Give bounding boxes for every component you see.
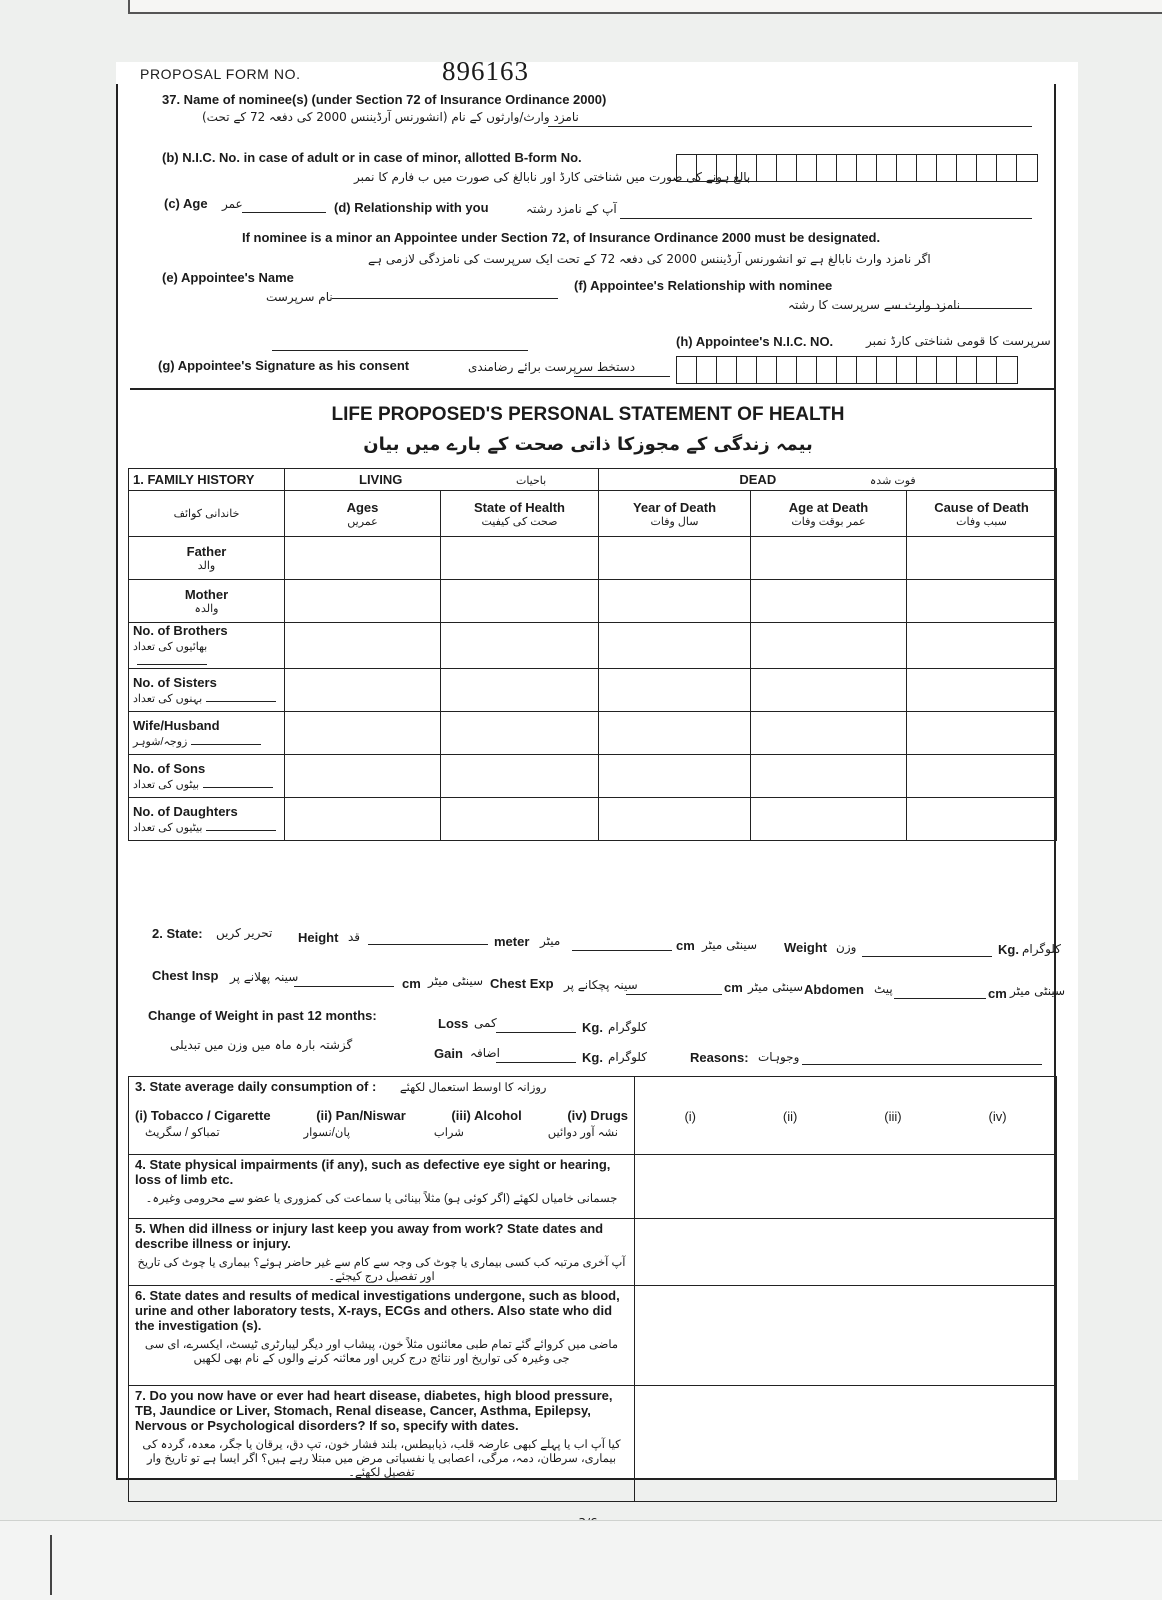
brothers-year-cell[interactable] bbox=[599, 623, 751, 669]
father-ages-cell[interactable] bbox=[285, 537, 441, 580]
row-label-spouse: Wife/Husband زوجہ/شوہر bbox=[129, 712, 285, 755]
cm-label-3: cm bbox=[724, 980, 743, 995]
appointee-signature-label-ur: دستخط سرپرست برائے رضامندی bbox=[468, 360, 636, 374]
family-history-table bbox=[128, 468, 1057, 841]
mother-cause-cell[interactable] bbox=[907, 580, 1057, 623]
cm-label-1: cm bbox=[676, 938, 695, 953]
loss-label: Loss bbox=[438, 1016, 469, 1031]
kg-label-3: Kg. bbox=[582, 1050, 603, 1065]
q5-answer-cell[interactable] bbox=[635, 1219, 1057, 1286]
q3-ans-i: (i) bbox=[684, 1109, 696, 1124]
living-header: LIVING باحیات bbox=[285, 469, 599, 491]
weight-label: Weight bbox=[784, 940, 828, 955]
appointee-nic-label: (h) Appointee's N.I.C. NO. bbox=[676, 334, 834, 349]
nominee-name-field[interactable] bbox=[548, 126, 1032, 127]
appointee-nic-label-ur: سرپرست کا قومی شناختی کارڈ نمبر bbox=[866, 334, 1051, 348]
minor-note-ur: اگر نامزد وارث نابالغ ہے تو انشورنس آرڈیننس 2000 کی دفعہ 72 کے تحت ایک سرپرست کی نامزدگی لازمی ہے bbox=[368, 252, 931, 266]
q3-item-alcohol: (iii) Alcohol bbox=[451, 1108, 522, 1123]
col-age-at-death: Age at Death عمر بوقت وفات bbox=[751, 491, 907, 537]
nominee-age-field[interactable] bbox=[242, 212, 326, 213]
height-meter-field[interactable] bbox=[368, 944, 488, 945]
cm-label-ur-2: سینٹی میٹر bbox=[428, 974, 484, 988]
abdomen-label: Abdomen bbox=[804, 982, 864, 997]
brothers-age-death-cell[interactable] bbox=[751, 623, 907, 669]
q3-item-pan: (ii) Pan/Niswar bbox=[316, 1108, 406, 1123]
kg-label-ur-2: کلوگرام bbox=[608, 1020, 647, 1034]
nominee-relationship-field[interactable] bbox=[620, 218, 1032, 219]
q3-ans-iii: (iii) bbox=[884, 1109, 902, 1124]
family-section-label: 1. FAMILY HISTORY bbox=[129, 469, 285, 491]
col-year-of-death: Year of Death سال وفات bbox=[599, 491, 751, 537]
col-cause-of-death: Cause of Death سبب وفات bbox=[907, 491, 1057, 537]
chest-insp-field[interactable] bbox=[294, 986, 394, 987]
abdomen-field[interactable] bbox=[894, 998, 986, 999]
proposal-form-number: 896163 bbox=[442, 56, 529, 86]
sons-age-death-cell[interactable] bbox=[751, 755, 907, 798]
q6-cell: 6. State dates and results of medical investigations undergone, such as blood, urine and other laboratory tests, X-rays, ECGs and others. Also state who did the investigation (s). ماضی میں کروائے گئے تمام طبی معائنوں مثلاً خون، پیشاب اور دیگر لیبارٹری ٹیسٹ، ایکسرے، ای سی جی وغیرہ کی تواریخ اور نتائج درج کریں اور معائنہ کرنے والوں کے نام بھی لکھیں bbox=[129, 1286, 635, 1386]
health-questions-table bbox=[128, 1076, 1057, 1502]
sons-year-cell[interactable] bbox=[599, 755, 751, 798]
age-label-ur: عمر bbox=[222, 197, 243, 211]
row-label-daughters: No. of Daughters بیٹیوں کی تعداد bbox=[129, 798, 285, 841]
kg-label-ur-3: کلوگرام bbox=[608, 1050, 647, 1064]
cm-label-4: cm bbox=[988, 986, 1007, 1001]
scan-top-edge bbox=[128, 0, 1162, 14]
state-label-ur: تحریر کریں bbox=[216, 926, 273, 940]
form-page bbox=[116, 56, 1078, 1480]
table-row bbox=[129, 712, 1057, 755]
kg-label-ur-1: کلوگرام bbox=[1022, 942, 1061, 956]
brothers-health-cell[interactable] bbox=[441, 623, 599, 669]
height-cm-field[interactable] bbox=[572, 950, 672, 951]
scan-bottom-mark bbox=[50, 1535, 52, 1595]
brothers-cause-cell[interactable] bbox=[907, 623, 1057, 669]
age-label: (c) Age bbox=[164, 196, 208, 211]
sisters-year-cell[interactable] bbox=[599, 669, 751, 712]
sons-ages-cell[interactable] bbox=[285, 755, 441, 798]
weight-field[interactable] bbox=[862, 956, 992, 957]
health-title: LIFE PROPOSED'S PERSONAL STATEMENT OF HEALTH bbox=[331, 404, 845, 425]
q3-item-tobacco: (i) Tobacco / Cigarette bbox=[135, 1108, 271, 1123]
form-frame bbox=[116, 84, 1066, 1480]
loss-field[interactable] bbox=[496, 1032, 576, 1033]
spouse-age-death-cell[interactable] bbox=[751, 712, 907, 755]
state-label: 2. State: bbox=[152, 926, 203, 941]
appointee-name-field-2[interactable] bbox=[272, 350, 528, 351]
gain-field[interactable] bbox=[496, 1062, 576, 1063]
q3-ans-iv: (iv) bbox=[988, 1109, 1007, 1124]
q3-item-pan-ur: پان/نسوار bbox=[303, 1127, 351, 1139]
relationship-label-ur: آپ کے نامزد رشتہ bbox=[526, 202, 617, 216]
col-ages: Ages عمریں bbox=[285, 491, 441, 537]
meter-label-ur: میٹر bbox=[540, 934, 561, 948]
chest-exp-label-ur: سینہ پچکانے پر bbox=[564, 978, 638, 992]
scan-bottom-edge bbox=[0, 1520, 1162, 1600]
weight-change-label: Change of Weight in past 12 months: bbox=[148, 1008, 377, 1023]
father-health-cell[interactable] bbox=[441, 537, 599, 580]
sisters-health-cell[interactable] bbox=[441, 669, 599, 712]
loss-label-ur: کمی bbox=[474, 1016, 497, 1030]
daughters-year-cell[interactable] bbox=[599, 798, 751, 841]
appointee-relationship-label: (f) Appointee's Relationship with nominee bbox=[574, 278, 833, 293]
col-state-of-health: State of Health صحت کی کیفیت bbox=[441, 491, 599, 537]
q3-cell: 3. State average daily consumption of : روزانہ کا اوسط استعمال لکھئے (i) Tobacco / Cigarette (ii) Pan/Niswar (iii) Alcohol (iv) Drugs تمباکو / سگریٹ پان/نسوار شراب نشہ آور دوائیں bbox=[129, 1077, 635, 1155]
q37-label-ur: نامزد وارث/وارثوں کے نام (انشورنس آرڈیننس 2000 کی دفعہ 72 کے تحت) bbox=[202, 110, 579, 124]
q7-answer-cell[interactable] bbox=[635, 1386, 1057, 1502]
table-row bbox=[129, 537, 1057, 580]
row-label-father: Father والد bbox=[129, 537, 285, 580]
sons-health-cell[interactable] bbox=[441, 755, 599, 798]
sisters-ages-cell[interactable] bbox=[285, 669, 441, 712]
father-age-death-cell[interactable] bbox=[751, 537, 907, 580]
row-label-mother: Mother والدہ bbox=[129, 580, 285, 623]
table-row bbox=[129, 798, 1057, 841]
nominee-nic-boxes[interactable] bbox=[676, 154, 1038, 182]
spouse-health-cell[interactable] bbox=[441, 712, 599, 755]
q3-item-drugs-ur: نشہ آور دوائیں bbox=[547, 1127, 618, 1139]
health-title-ur: بیمہ زندگی کے مجوزکا ذاتی صحت کے بارے میں بیان bbox=[363, 434, 813, 455]
appointee-signature-label: (g) Appointee's Signature as his consent bbox=[158, 358, 410, 373]
father-cause-cell[interactable] bbox=[907, 537, 1057, 580]
section-divider bbox=[130, 388, 1056, 390]
q4-cell: 4. State physical impairments (if any), such as defective eye sight or hearing, loss of limb etc. جسمانی خامیاں لکھئے (اگر کوئی ہو) مثلاً بینائی یا سماعت کی کمزوری یا عضو سے محرومی وغیرہ۔ bbox=[129, 1155, 635, 1219]
height-label: Height bbox=[298, 930, 339, 945]
sons-cause-cell[interactable] bbox=[907, 755, 1057, 798]
weight-change-label-ur: گزشتہ بارہ ماہ میں وزن میں تبدیلی bbox=[170, 1038, 353, 1052]
dead-header: DEAD فوت شدہ bbox=[599, 469, 1057, 491]
q37-label: 37. Name of nominee(s) (under Section 72 of Insurance Ordinance 2000) bbox=[162, 92, 607, 107]
height-label-ur: قد bbox=[348, 930, 361, 944]
q6-answer-cell[interactable] bbox=[635, 1286, 1057, 1386]
q3-ans-ii: (ii) bbox=[782, 1109, 798, 1124]
appointee-relationship-label-ur: نامزد وارث سے سرپرست کا رشتہ bbox=[788, 298, 961, 312]
cm-label-ur-3: سینٹی میٹر bbox=[748, 980, 804, 994]
chest-insp-label: Chest Insp bbox=[152, 968, 219, 983]
proposal-form-label: PROPOSAL FORM NO. bbox=[140, 66, 301, 82]
table-row bbox=[129, 623, 1057, 669]
kg-label-1: Kg. bbox=[998, 942, 1019, 957]
table-row bbox=[129, 669, 1057, 712]
brothers-ages-cell[interactable] bbox=[285, 623, 441, 669]
spouse-ages-cell[interactable] bbox=[285, 712, 441, 755]
table-row bbox=[129, 755, 1057, 798]
q4-answer-cell[interactable] bbox=[635, 1155, 1057, 1219]
mother-year-cell[interactable] bbox=[599, 580, 751, 623]
daughters-ages-cell[interactable] bbox=[285, 798, 441, 841]
family-section-label-ur: خاندانی کوائف bbox=[129, 491, 285, 537]
reasons-label: Reasons: bbox=[690, 1050, 749, 1065]
mother-ages-cell[interactable] bbox=[285, 580, 441, 623]
mother-health-cell[interactable] bbox=[441, 580, 599, 623]
meter-label: meter bbox=[494, 934, 530, 949]
kg-label-2: Kg. bbox=[582, 1020, 603, 1035]
appointee-name-label: (e) Appointee's Name bbox=[162, 270, 294, 285]
chest-exp-label: Chest Exp bbox=[490, 976, 554, 991]
table-row bbox=[129, 580, 1057, 623]
minor-note: If nominee is a minor an Appointee under Section 72, of Insurance Ordinance 2000 must be designated. bbox=[242, 230, 881, 245]
daughters-cause-cell[interactable] bbox=[907, 798, 1057, 841]
appointee-name-label-ur: نام سرپرست bbox=[266, 290, 333, 304]
father-year-cell[interactable] bbox=[599, 537, 751, 580]
nic-label: (b) N.I.C. No. in case of adult or in case of minor, allotted B-form No. bbox=[162, 150, 582, 165]
reasons-label-ur: وجوہات bbox=[758, 1050, 800, 1064]
spouse-year-cell[interactable] bbox=[599, 712, 751, 755]
cm-label-ur-1: سینٹی میٹر bbox=[702, 938, 758, 952]
appointee-name-field[interactable] bbox=[332, 298, 558, 299]
appointee-signature-field[interactable] bbox=[574, 376, 670, 377]
abdomen-label-ur: پیٹ bbox=[874, 982, 893, 996]
daughters-age-death-cell[interactable] bbox=[751, 798, 907, 841]
cm-label-ur-4: سینٹی میٹر bbox=[1010, 984, 1066, 998]
relationship-label: (d) Relationship with you bbox=[334, 200, 489, 215]
daughters-health-cell[interactable] bbox=[441, 798, 599, 841]
nic-label-ur: بالغ ہونے کی صورت میں شناختی کارڈ اور نابالغ کی صورت میں ب فارم کا نمبر bbox=[354, 170, 751, 184]
q3-item-tobacco-ur: تمباکو / سگریٹ bbox=[145, 1127, 220, 1139]
chest-insp-label-ur: سینہ پھلانے پر bbox=[230, 970, 299, 984]
gain-label-ur: اضافہ bbox=[470, 1046, 500, 1060]
mother-age-death-cell[interactable] bbox=[751, 580, 907, 623]
appointee-nic-boxes[interactable] bbox=[676, 356, 1018, 384]
row-label-sisters: No. of Sisters بہنوں کی تعداد bbox=[129, 669, 285, 712]
spouse-cause-cell[interactable] bbox=[907, 712, 1057, 755]
q5-cell: 5. When did illness or injury last keep you away from work? State dates and describe illness or injury. آپ آخری مرتبہ کب کسی بیماری یا چوٹ کی وجہ سے کام سے غیر حاضر ہوئے؟ بیماری یا چوٹ کی تاریخ اور تفصیل درج کیجئے۔ bbox=[129, 1219, 635, 1286]
weight-label-ur: وزن bbox=[836, 940, 857, 954]
appointee-relationship-field[interactable] bbox=[894, 308, 1032, 309]
q3-item-alcohol-ur: شراب bbox=[433, 1127, 464, 1139]
sisters-age-death-cell[interactable] bbox=[751, 669, 907, 712]
q7-cell: 7. Do you now have or ever had heart disease, diabetes, high blood pressure, TB, Jaundice or Liver, Stomach, Renal disease, Cancer, Asthma, Epilepsy, Nervous or Psychological disorders? If so, specify with dates. کیا آپ اب یا پہلے کبھی عارضہ قلب، ذیابیطس، بلند فشار خون، تپ دق، یرقان یا جگر، معدہ، گردہ کی بیماری، سرطان، دمہ، مرگی، اعصابی یا نفسیاتی مرض میں مبتلا رہے ہیں؟ اگر ایسا ہے تو تاریخ وار تفصیل لکھئے۔ bbox=[129, 1386, 635, 1502]
cm-label-2: cm bbox=[402, 976, 421, 991]
q3-item-drugs: (iv) Drugs bbox=[567, 1108, 628, 1123]
sisters-cause-cell[interactable] bbox=[907, 669, 1057, 712]
gain-label: Gain bbox=[434, 1046, 463, 1061]
row-label-brothers: No. of Brothers بھائیوں کی تعداد bbox=[129, 623, 285, 669]
reasons-field[interactable] bbox=[802, 1064, 1042, 1065]
chest-exp-field[interactable] bbox=[626, 994, 722, 995]
row-label-sons: No. of Sons بیٹوں کی تعداد bbox=[129, 755, 285, 798]
q3-answer-cell[interactable] bbox=[635, 1077, 1057, 1155]
